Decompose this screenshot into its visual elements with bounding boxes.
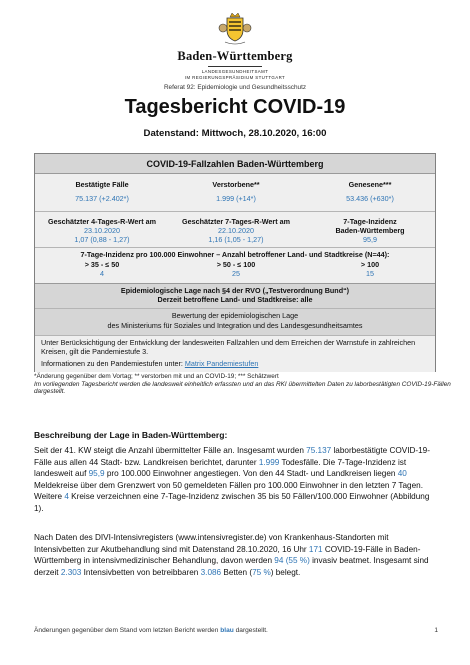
situation-line-1: Epidemiologische Lage nach §4 der RVO („Testverordnung Bund“) (120, 286, 350, 295)
agency-line-1: LANDESGESUNDHEITSAMT (201, 69, 269, 74)
text: Meldekreise über dem Grenzwert von 50 gemeldeten Fällen pro 100.000 Einwohner in den letzten 7 Tagen. Weitere (34, 480, 423, 502)
incidence-label-1: 7-Tage-Inzidenz (343, 217, 397, 226)
footnote-scope: Im vorliegenden Tagesbericht werden die landesweit einheitlich erfassten und an das RKI übermittelten Daten zu laborbestätigten COVID-19-Fällen dargestellt. (34, 380, 451, 396)
value-deaths: 1.999 (258, 457, 280, 467)
case-summary-table (34, 153, 436, 372)
text: Nach Daten des DIVI-Intensivregisters (www.intensivregister.de) von Krankenhaus-Standorten mit Intensivbetten zur Akutbehandlung sind mit Datenstand 28.10.2020, 16 Uhr (34, 533, 389, 554)
r7-value: 1,16 (1,05 - 1,27) (208, 235, 264, 244)
value-cases: 75.137 (306, 446, 332, 455)
footer-blue-word: blau (220, 627, 234, 634)
r4-label: Geschätzter 4-Tages-R-Wert am (48, 217, 156, 226)
r-value-row (35, 212, 435, 248)
assessment-line-1: Bewertung der epidemiologischen Lage (171, 311, 299, 320)
text: Kreise verzeichnen eine 7-Tage-Inzidenz zwischen 35 bis 50 Fällen/100.000 Einwohner (Abbildung 1). (34, 492, 430, 513)
agency-line-2: IM REGIERUNGSPRÄSIDIUM STUTTGART (184, 75, 286, 80)
incidence-distribution-row (35, 248, 435, 284)
deaths-cell (169, 174, 303, 203)
deaths-value: 1.999 (+14*) (216, 194, 256, 203)
deaths-label: Verstorbene** (212, 180, 260, 189)
coat-of-arms-icon (215, 8, 255, 48)
bucket-2-label: > 50 - ≤ 100 (216, 260, 256, 269)
incidence-cell (303, 217, 437, 244)
text: ) belegt. (270, 567, 301, 577)
bucket-3-count: 15 (366, 269, 374, 278)
bucket-1-count: 4 (100, 269, 104, 278)
letterhead (0, 8, 470, 91)
bucket-1-label: > 35 - ≤ 50 (84, 260, 120, 269)
page-footer (34, 627, 438, 634)
recovered-cell (303, 174, 437, 203)
pandemic-matrix-link[interactable]: Matrix Pandemiestufen (184, 359, 259, 368)
footer-text: dargestellt. (233, 627, 268, 634)
value-occupancy-percent: 75 % (252, 567, 271, 577)
text: Betten ( (221, 567, 253, 577)
data-status: Datenstand: Mittwoch, 28.10.2020, 16:00 (143, 128, 327, 139)
incidence-bucket-2 (169, 260, 303, 278)
text: Todesfälle. Die 7-Tage-Inzidenz ist landesweit auf (34, 457, 407, 479)
pandemic-info-text: Informationen zu den Pandemiestufen unter: (41, 359, 185, 368)
r4-date: 23.10.2020 (84, 226, 120, 235)
epidemiological-situation-row (35, 284, 435, 309)
cases-label: Bestätigte Fälle (75, 180, 129, 189)
incidence-bucket-1 (35, 260, 169, 278)
table-title: COVID-19-Fallzahlen Baden-Württemberg (35, 154, 435, 174)
r7-cell (169, 217, 303, 244)
situation-line-2: Derzeit betroffene Land- und Stadtkreise: alle (157, 295, 313, 304)
incidence-label-2: Baden-Württemberg (335, 226, 405, 235)
footer-text: Änderungen gegenüber dem Stand vom letzten Bericht werden (34, 627, 221, 634)
assessment-heading-row (35, 309, 435, 336)
situation-paragraph-1 (34, 445, 438, 515)
value-beds-total: 3.086 (200, 567, 222, 577)
page-number: 1 (434, 627, 438, 634)
bucket-2-count: 25 (232, 269, 240, 278)
incidence-value: 95,9 (363, 235, 377, 244)
recovered-value: 53.436 (+630*) (346, 194, 394, 203)
section-heading: Beschreibung der Lage in Baden-Württemberg: (34, 430, 228, 440)
value-districts-between: 4 (64, 492, 69, 502)
value-ventilated-percent: (55 %) (285, 556, 310, 566)
table-footnotes (34, 373, 470, 396)
value-beds-occupied: 2.303 (60, 567, 82, 577)
assessment-text: Unter Berücksichtigung der Entwicklung der landesweiten Fallzahlen und dem Erreichen der Warnstufe in zahlreichen Kreisen, gilt die Pandemiestufe 3. (41, 338, 416, 356)
value-icu-cases: 171 (308, 544, 323, 554)
text: invasiv beatmet. Insgesamt sind derzeit (34, 556, 429, 577)
referat-line: Referat 92: Epidemiologie und Gesundheitsschutz (163, 84, 307, 91)
r7-date: 22.10.2020 (218, 226, 254, 235)
cases-value: 75.137 (+2.402*) (75, 194, 129, 203)
text: Intensivbetten von betreibbaren (81, 567, 201, 577)
text: laborbestätigte COVID-19-Fälle aus allen 44 Stadt- bzw. Landkreisen berichtet, darunter (34, 446, 430, 467)
pandemic-info-line (41, 359, 429, 368)
r7-label: Geschätzter 7-Tages-R-Wert am (182, 217, 290, 226)
text: Seit der 41. KW steigt die Anzahl übermittelter Fälle an. Insgesamt wurden (34, 446, 307, 455)
incidence-distribution-heading: 7-Tage-Inzidenz pro 100.000 Einwohner – Anzahl betroffener Land- und Stadtkreise (N=44): (80, 250, 390, 259)
page-title: Tagesbericht COVID-19 (124, 96, 346, 118)
value-incidence: 95,9 (88, 469, 105, 479)
kpi-row (35, 174, 435, 212)
recovered-label: Genesene*** (348, 180, 392, 189)
value-districts-over: 40 (397, 469, 407, 479)
situation-paragraph-2 (34, 532, 438, 578)
divider (208, 66, 262, 67)
r4-cell (35, 217, 169, 244)
assessment-line-2: des Ministeriums für Soziales und Integration und des Landesgesundheitsamtes (107, 320, 363, 330)
r4-value: 1,07 (0,88 - 1,27) (74, 235, 130, 244)
text: COVID-19-Fälle in Baden-Württemberg in intensivmedizinischer Behandlung, davon werden (34, 544, 421, 566)
assessment-text-row (35, 336, 435, 372)
footnote-changes: *Änderung gegenüber dem Vortag; ** verstorben mit und an COVID-19; *** Schätzwert (34, 373, 279, 380)
cases-cell (35, 174, 169, 203)
incidence-bucket-3 (303, 260, 437, 278)
value-ventilated: 94 (274, 556, 284, 566)
brand-name: Baden-Württemberg (177, 49, 293, 63)
text: pro 100.000 Einwohner angestiegen. Von den 44 Stadt- und Landkreisen liegen (104, 469, 398, 479)
bucket-3-label: > 100 (360, 260, 380, 269)
